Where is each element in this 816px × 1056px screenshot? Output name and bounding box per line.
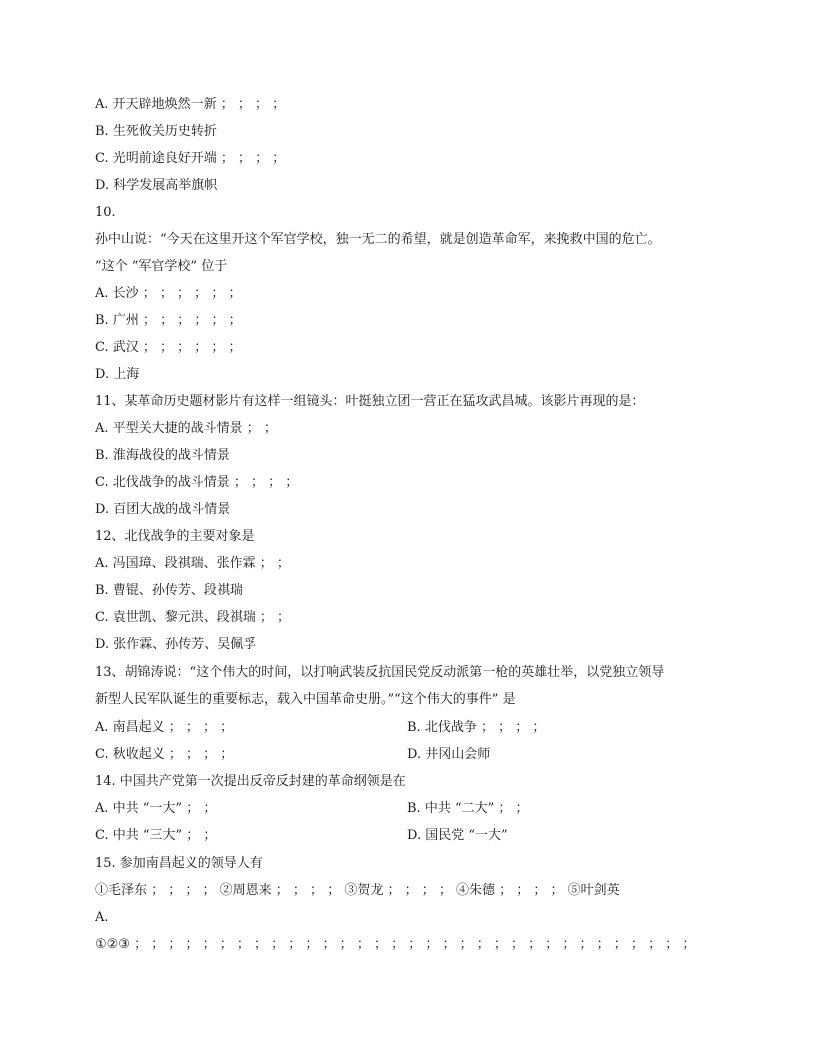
q12-stem: 12、北伐战争的主要对象是 — [95, 529, 255, 544]
q14-option-a: A. 中共 “一大” ； ； — [95, 801, 217, 816]
q13-option-d: D. 井冈山会师 — [407, 747, 491, 762]
q10-stem-line2: ”这个 “军官学校” 位于 — [95, 259, 228, 274]
q11-option-d: D. 百团大战的战斗情景 — [95, 502, 231, 517]
q11-option-b: B. 淮海战役的战斗情景 — [95, 448, 230, 463]
q14-option-d: D. 国民党 “一大” — [407, 828, 508, 843]
q9-option-c: C. 光明前途良好开端 ； ； ； ； — [95, 151, 286, 166]
q15-option-a-label: A. — [95, 910, 109, 925]
q12-option-d: D. 张作霖、孙传芳、吴佩孚 — [95, 637, 257, 652]
q10-number: 10. — [95, 205, 116, 220]
q15-option-a-text: ①②③ ； ； ； ； ； ； ； ； ； ； ； ； ； ； ； ； ； ； ； ； ； ； ； ； ； ； ； ； ； ； ； ； ； — [95, 937, 696, 952]
q9-option-a: A. 开天辟地焕然一新 ； ； ； ； — [95, 97, 286, 112]
q9-option-b: B. 生死攸关历史转折 — [95, 124, 217, 139]
q15-stem: 15. 参加南昌起义的领导人有 — [95, 856, 263, 871]
q12-option-a: A. 冯国璋、段祺瑞、张作霖 ； ； — [95, 556, 290, 571]
q9-option-d: D. 科学发展高举旗帜 — [95, 178, 218, 193]
q13-option-a: A. 南昌起义 ； ； ； ； — [95, 720, 234, 735]
q11-stem: 11、某革命历史题材影片有这样一组镜头：叶挺独立团一营正在猛攻武昌城。该影片再现的是： — [95, 394, 645, 409]
q13-stem-line2: 新型人民军队诞生的重要标志，载入中国革命史册。”“这个伟大的事件” 是 — [95, 692, 516, 707]
q12-option-c: C. 袁世凯、黎元洪、段祺瑞 ； ； — [95, 610, 291, 625]
q10-stem-line1: 孙中山说：“今天在这里开这个军官学校，独一无二的希望，就是创造革命军，来挽救中国的危亡。 — [95, 232, 661, 247]
q13-option-b: B. 北伐战争 ； ； ； ； — [407, 720, 546, 735]
q10-option-d: D. 上海 — [95, 367, 140, 382]
q12-option-b: B. 曹锟、孙传芳、段祺瑞 — [95, 583, 243, 598]
q15-items: ①毛泽东 ； ； ； ； ②周恩来 ； ； ； ； ③贺龙 ； ； ； ； ④朱德 ； ； ； ； ⑤叶剑英 — [95, 883, 620, 898]
q13-option-c: C. 秋收起义 ； ； ； ； — [95, 747, 234, 762]
q14-option-c: C. 中共 “三大” ； ； — [95, 828, 217, 843]
q11-option-a: A. 平型关大捷的战斗情景 ； ； — [95, 421, 277, 436]
q14-option-b: B. 中共 “二大” ； ； — [407, 801, 529, 816]
q11-option-c: C. 北伐战争的战斗情景 ； ； ； ； — [95, 475, 299, 490]
q10-option-b: B. 广州 ； ； ； ； ； ； — [95, 313, 242, 328]
q10-option-a: A. 长沙 ； ； ； ； ； ； — [95, 286, 242, 301]
q13-stem-line1: 13、胡锦涛说：“这个伟大的时间，以打响武装反抗国民党反动派第一枪的英雄壮举，以党独立领导 — [95, 665, 665, 680]
q10-option-c: C. 武汉 ； ； ； ； ； ； — [95, 340, 242, 355]
q14-stem: 14. 中国共产党第一次提出反帝反封建的革命纲领是在 — [95, 774, 406, 789]
